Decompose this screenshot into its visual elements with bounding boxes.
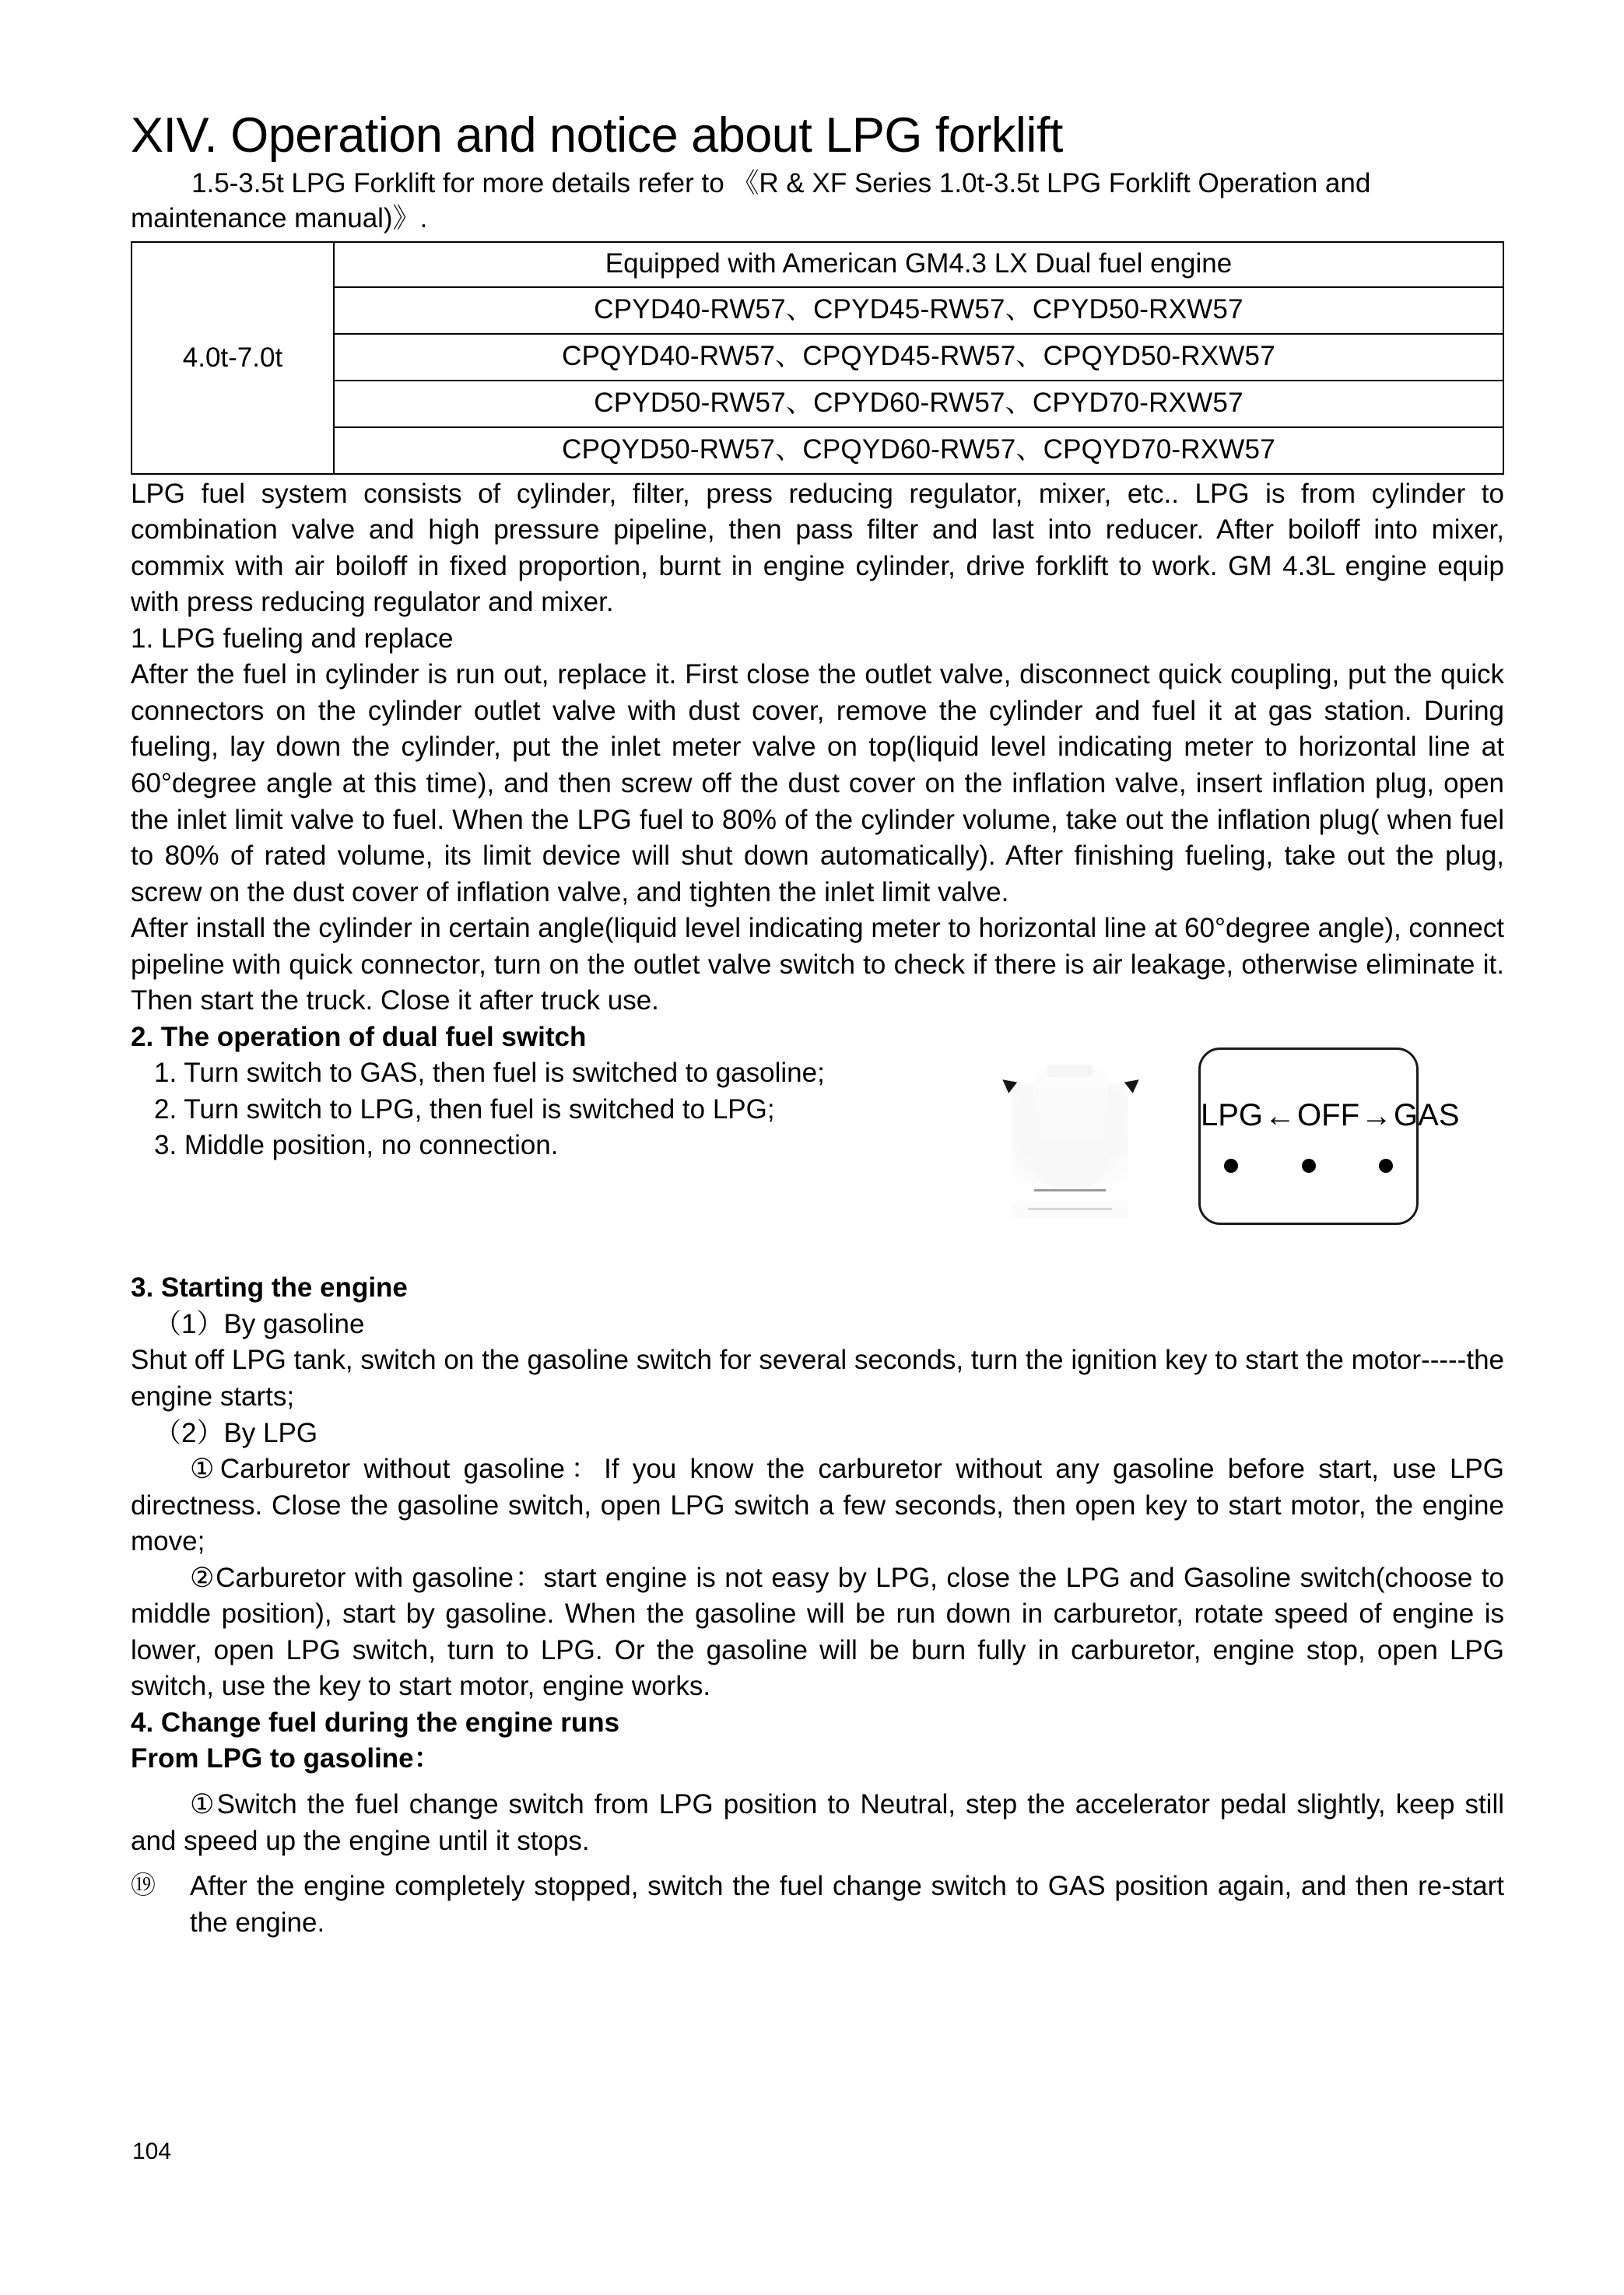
table-row: [132, 287, 1503, 334]
section-4-number: 4.: [131, 1707, 161, 1738]
model-cell-2: CPQYD40-RW57、CPQYD45-RW57、CPQYD50-RXW57: [334, 334, 1503, 381]
arrow-left-icon: ←: [1264, 1099, 1296, 1134]
dual-fuel-switch-list: [131, 1055, 917, 1164]
section-4-item-1: ①Switch the fuel change switch from LPG position to Neutral, step the accelerator pedal slightly, keep still and speed up the engine until it stops.: [131, 1789, 1504, 1856]
section-1-paragraph-1: After the fuel in cylinder is run out, replace it. First close the outlet valve, disconnect quick coupling, put the quick connectors on the cylinder outlet valve with dust cover, remove the cylinder and fuel it at gas station. During fueling, lay down the cylinder, put the inlet meter valve on top(liquid level indicating meter to horizontal line at 60°degree angle at this time), and then screw off the dust cover on the inflation valve, insert inflation plug, open the inlet limit valve to fuel. When the LPG fuel to 80% of the cylinder volume, take out the inflation plug( when fuel to 80% of rated volume, its limit device will shut down automatically). After finishing fueling, take out the plug, screw on the dust cover of inflation valve, and tighten the inlet limit valve.: [131, 659, 1504, 907]
section-4-title: Change fuel during the engine runs: [160, 1707, 620, 1738]
model-cell-3: CPYD50-RW57、CPYD60-RW57、CPYD70-RXW57: [334, 381, 1503, 427]
dual-fuel-switch-block: [131, 1055, 1504, 1250]
tonnage-cell: 4.0t-7.0t: [132, 242, 334, 474]
plate-label-lpg: LPG: [1201, 1098, 1264, 1133]
section-3-number: 3.: [131, 1272, 161, 1304]
page-title: XIV. Operation and notice about LPG forklift: [131, 108, 1063, 163]
intro-paragraph: 1.5-3.5t LPG Forklift for more details refer to 《R & XF Series 1.0t-3.5t LPG Forklift Operation and maintenance manual)》.: [131, 168, 1371, 233]
figure-group: [958, 1047, 1460, 1240]
section-3-item-2: ②Carburetor with gasoline：start engine is not easy by LPG, close the LPG and Gasoline switch(choose to middle position), start by gasoline. When the gasoline will be run down in carburetor, rotate speed of engine is lower, open LPG switch, turn to LPG. Or the gasoline will be burn fully in carburetor, engine stop, open LPG switch, use the key to start motor, engine works.: [131, 1562, 1504, 1702]
position-dot-lpg: [1224, 1159, 1238, 1173]
section-4-item-2: [131, 1869, 1504, 1941]
page-content: [131, 109, 1504, 1941]
table-row: [132, 334, 1503, 381]
switch-label-plate: [1198, 1047, 1460, 1225]
section-1-paragraph-2: After install the cylinder in certain angle(liquid level indicating meter to horizontal line at 60°degree angle), connect pipeline with quick connector, turn on the outlet valve switch to check if there is air leakage, otherwise eliminate it. Then start the truck. Close it after truck use.: [131, 913, 1505, 1016]
section-2-number: 2.: [131, 1021, 161, 1052]
model-cell-1: CPYD40-RW57、CPYD45-RW57、CPYD50-RXW57: [334, 287, 1503, 334]
overview-paragraph: LPG fuel system consists of cylinder, filter, press reducing regulator, mixer, etc.. LPG is from cylinder to combination valve and high pressure pipeline, then pass filter and last into reducer. After boiloff into mixer, commix with air boiloff in fixed proportion, burnt in engine cylinder, drive forklift to work. GM 4.3L engine equip with press reducing regulator and mixer.: [131, 478, 1504, 618]
switch-base-line-upper: [1034, 1189, 1106, 1191]
page-number: 104: [132, 2139, 172, 2164]
specification-table: [131, 241, 1504, 475]
model-cell-4: CPQYD50-RW57、CPQYD60-RW57、CPQYD70-RXW57: [334, 427, 1503, 474]
section-4-item-2-text: After the engine completely stopped, switch the fuel change switch to GAS position again, and then re-start the engine.: [190, 1871, 1504, 1938]
switch-base-line-lower: [1028, 1208, 1112, 1210]
circled-number-marker: ⑲: [131, 1871, 156, 1900]
plate-position-dots: [1224, 1159, 1393, 1173]
table-row: [132, 381, 1503, 427]
switch-knob-body: [1033, 1071, 1107, 1188]
switch-knob-top: [1047, 1065, 1093, 1077]
section-3-sub-2: （2）By LPG: [154, 1417, 318, 1448]
plate-label-gas: GAS: [1394, 1098, 1460, 1133]
list-item: 2. Turn switch to LPG, then fuel is switched to LPG;: [154, 1093, 775, 1125]
position-dot-off: [1302, 1159, 1316, 1173]
table-row: [132, 427, 1503, 474]
engine-header-cell: Equipped with American GM4.3 LX Dual fuel engine: [334, 242, 1503, 287]
section-3-title: Starting the engine: [160, 1272, 408, 1304]
section-3-heading: [131, 1270, 1504, 1307]
list-item: 1. Turn switch to GAS, then fuel is switched to gasoline;: [154, 1058, 825, 1089]
arrow-right-icon: →: [1361, 1099, 1393, 1134]
section-4-heading: [131, 1705, 1504, 1742]
table-row: [132, 242, 1503, 287]
list-item: 3. Middle position, no connection.: [154, 1130, 559, 1161]
plate-label-row: [1201, 1098, 1460, 1134]
position-dot-gas: [1379, 1159, 1393, 1173]
section-1-heading: 1. LPG fueling and replace: [131, 623, 454, 654]
plate-label-off: OFF: [1297, 1098, 1360, 1133]
section-3-item-1: ①Carburetor without gasoline：If you know the carburetor without any gasoline before start, use LPG directness. Close the gasoline switch, open LPG switch a few seconds, then open key to start motor, the engine move;: [131, 1454, 1504, 1557]
section-2-title: The operation of dual fuel switch: [160, 1021, 587, 1052]
section-3-sub-1: （1）By gasoline: [154, 1308, 365, 1339]
rotary-switch-photo: [958, 1047, 1181, 1240]
section-3-sub-1-text: Shut off LPG tank, switch on the gasoline switch for several seconds, turn the ignition key to start the motor-----the engine starts;: [131, 1345, 1504, 1412]
section-4-subheading: From LPG to gasoline：: [131, 1743, 441, 1774]
